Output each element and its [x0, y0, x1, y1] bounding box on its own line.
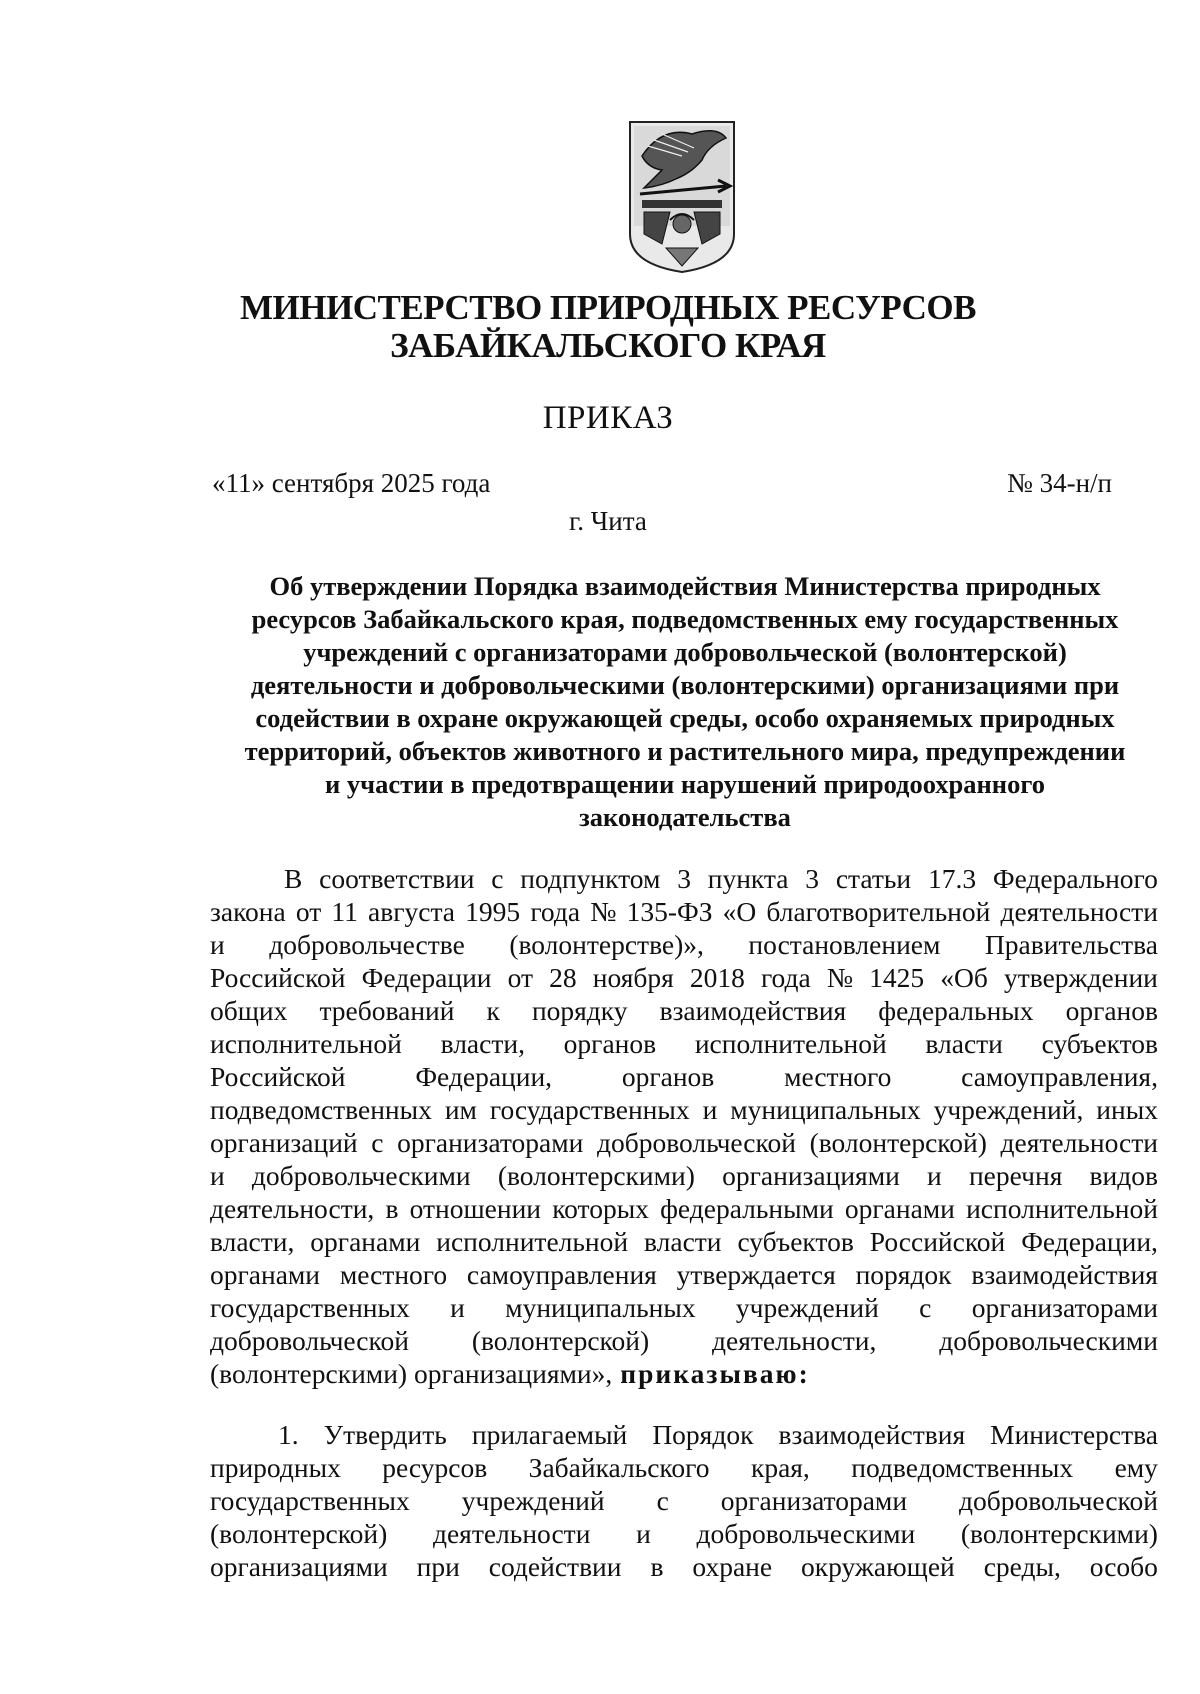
text-line — [210, 994, 1158, 1027]
preamble-last-text: (волонтерскими) организациями», — [210, 1358, 613, 1389]
text-line — [210, 1060, 1158, 1093]
word: власти — [925, 1028, 1003, 1059]
word: «О — [722, 896, 757, 927]
word: организаторами — [397, 1127, 584, 1158]
word: и — [450, 1292, 465, 1323]
word: власти, — [210, 1226, 295, 1257]
text-line — [210, 1093, 1158, 1126]
word: деятельности, — [712, 1325, 877, 1356]
word: им — [444, 1094, 477, 1125]
word: органами — [210, 1259, 321, 1290]
word: Федерального — [992, 863, 1158, 894]
text-line — [210, 928, 1158, 961]
text-line — [210, 1324, 1158, 1357]
word: Утвердить — [323, 1419, 447, 1450]
word: исполнительной — [966, 1193, 1158, 1224]
word: прилагаемый — [471, 1419, 628, 1450]
word: к — [486, 995, 500, 1026]
word: исполнительной — [210, 1028, 402, 1059]
text-line — [210, 961, 1158, 994]
word: исполнительной — [694, 1028, 887, 1059]
word: края, — [750, 1452, 810, 1483]
word: 2018 — [689, 962, 745, 993]
word: (волонтерскими) — [960, 1518, 1158, 1549]
word: учреждений — [735, 1292, 879, 1323]
word: содействии — [488, 1551, 622, 1582]
word: государственных — [489, 1094, 690, 1125]
word: природных — [210, 1452, 341, 1483]
word: с — [919, 1292, 932, 1323]
word: окружающей — [801, 1551, 955, 1582]
word: Федерации, — [1021, 1226, 1158, 1257]
text-line — [210, 1291, 1158, 1324]
word: от — [507, 962, 534, 993]
word: взаимодействия — [971, 1259, 1158, 1290]
word: учреждений, — [933, 1094, 1084, 1125]
word: иных — [1096, 1094, 1158, 1125]
word: Федерации, — [415, 1061, 553, 1092]
word: местного — [784, 1061, 892, 1092]
text-line — [210, 1357, 1158, 1390]
word: 3 — [677, 863, 691, 894]
title-line: деятельности и добровольческими (волонтерскими) организациями при — [250, 670, 1120, 700]
order-word: приказываю: — [620, 1358, 810, 1389]
word: и — [636, 1518, 651, 1549]
word: взаимодействия — [659, 995, 847, 1026]
word: Российской — [210, 1061, 346, 1092]
word: самоуправления — [466, 1259, 657, 1290]
word: субъектов — [1041, 1028, 1158, 1059]
word: организаций — [210, 1127, 358, 1158]
document-type: ПРИКАЗ — [542, 400, 674, 436]
text-line — [210, 1517, 1158, 1550]
word: деятельности — [1000, 896, 1158, 927]
word: при — [416, 1551, 460, 1582]
word: требований — [319, 995, 455, 1026]
word: в — [385, 1193, 399, 1224]
word: Министерства — [990, 1419, 1158, 1450]
word: органов — [563, 1028, 657, 1059]
word: (волонтерстве)», — [509, 929, 704, 960]
document-date: «11» сентября 2025 года — [212, 468, 491, 498]
word: федеральными — [660, 1193, 834, 1224]
word: добровольческими — [939, 1325, 1158, 1356]
word: № — [590, 896, 617, 927]
word: и — [927, 1160, 942, 1191]
word: власти — [644, 1226, 722, 1257]
word: благотворительной — [766, 896, 991, 927]
word: 1995 — [465, 896, 521, 927]
word: пункта — [707, 863, 789, 894]
word: 1. — [278, 1419, 299, 1450]
word: которых — [552, 1193, 649, 1224]
word: учреждений — [461, 1485, 605, 1516]
word: власти, — [440, 1028, 525, 1059]
text-line — [210, 1159, 1158, 1192]
word: деятельности — [1000, 1127, 1158, 1158]
document-city: г. Чита — [569, 506, 647, 536]
word: 135-ФЗ — [626, 896, 713, 927]
word: статьи — [835, 863, 912, 894]
word: № — [826, 962, 854, 993]
text-line — [210, 1418, 1158, 1451]
word: добровольческой — [959, 1485, 1158, 1516]
word: года — [760, 962, 811, 993]
word: в — [650, 1551, 664, 1582]
word: деятельности — [432, 1518, 591, 1549]
text-line — [210, 1484, 1158, 1517]
word: 17.3 — [927, 863, 977, 894]
word: перечня — [968, 1160, 1063, 1191]
document-title — [210, 570, 1160, 834]
word: закона — [210, 896, 286, 927]
word: 1425 — [869, 962, 925, 993]
title-line: Об утверждении Порядка взаимодействия Министерства природных — [269, 571, 1101, 601]
word: (волонтерской) — [471, 1325, 650, 1356]
text-line — [210, 1550, 1158, 1583]
text-line — [210, 1027, 1158, 1060]
word: муниципальных — [730, 1094, 921, 1125]
word: государственных — [210, 1485, 410, 1516]
word: 3 — [805, 863, 820, 894]
word: подпунктом — [520, 863, 661, 894]
word: организациями — [210, 1551, 388, 1582]
word: Российской — [210, 962, 346, 993]
word: подведомственных — [210, 1094, 432, 1125]
coat-of-arms-eagle-icon — [622, 116, 742, 276]
word: ресурсов — [382, 1452, 488, 1483]
word: органов — [621, 1061, 715, 1092]
word: 28 — [549, 962, 577, 993]
word: от — [295, 896, 322, 927]
word: органами — [310, 1226, 421, 1257]
word: соответствии — [319, 863, 475, 894]
word: добровольческими — [696, 1518, 916, 1549]
text-line — [210, 1126, 1158, 1159]
word: и — [210, 929, 225, 960]
word: подведомственных — [851, 1452, 1074, 1483]
word: Правительства — [984, 929, 1158, 960]
title-line: содействии в охране окружающей среды, особо охраняемых природных — [255, 703, 1115, 733]
title-line: территорий, объектов животного и растительного мира, предупреждении — [244, 736, 1126, 766]
title-line: и участии в предотвращении нарушений природоохранного — [325, 769, 1045, 799]
word: Федерации — [361, 962, 492, 993]
preamble-paragraph — [210, 862, 1158, 1390]
word: утверждении — [1004, 962, 1158, 993]
word: муниципальных — [505, 1292, 696, 1323]
text-line — [210, 1225, 1158, 1258]
ministry-name-line-2: ЗАБАЙКАЛЬСКОГО КРАЯ — [390, 326, 826, 365]
word: субъектов — [737, 1226, 854, 1257]
word: видов — [1089, 1160, 1158, 1191]
text-line — [210, 1192, 1158, 1225]
word: Забайкальского — [528, 1452, 710, 1483]
title-line: учреждений с организаторами добровольческой (волонтерской) — [303, 637, 1067, 667]
word: постановлением — [748, 929, 941, 960]
word: добровольческой — [597, 1127, 796, 1158]
word: с — [371, 1127, 384, 1158]
word: органами — [844, 1193, 955, 1224]
word: «Об — [940, 962, 988, 993]
word: организаторами — [971, 1292, 1158, 1323]
order-item-1 — [210, 1418, 1158, 1583]
word: взаимодействия — [778, 1419, 966, 1450]
word: организациями — [722, 1160, 900, 1191]
word: особо — [1089, 1551, 1158, 1582]
word: отношении — [409, 1193, 542, 1224]
word: органов — [1065, 995, 1158, 1026]
word: добровольческими — [251, 1160, 471, 1191]
word: местного — [339, 1259, 448, 1290]
word: порядок — [855, 1259, 952, 1290]
text-line — [210, 1451, 1158, 1484]
word: августа — [368, 896, 456, 927]
word: федеральных — [878, 995, 1034, 1026]
word: ему — [1114, 1452, 1158, 1483]
word: утверждается — [676, 1259, 836, 1290]
word: среды, — [983, 1551, 1061, 1582]
word: 11 — [331, 896, 358, 927]
word: охране — [692, 1551, 773, 1582]
word: добровольческой — [210, 1325, 409, 1356]
word: с — [656, 1485, 669, 1516]
ministry-name-line-1: МИНИСТЕРСТВО ПРИРОДНЫХ РЕСУРСОВ — [240, 288, 976, 327]
word: и — [702, 1094, 718, 1125]
word: В — [284, 863, 303, 894]
text-line — [210, 1258, 1158, 1291]
word: Российской — [869, 1226, 1006, 1257]
text-line — [210, 862, 1158, 895]
word: исполнительной — [436, 1226, 629, 1257]
word: и — [210, 1160, 225, 1191]
word: (волонтерской) — [210, 1518, 388, 1549]
word: года — [530, 896, 581, 927]
word: Порядок — [652, 1419, 754, 1450]
word: деятельности, — [210, 1193, 375, 1224]
word: общих — [210, 995, 288, 1026]
text-line — [210, 895, 1158, 928]
word: порядку — [531, 995, 628, 1026]
word: (волонтерской) — [809, 1127, 987, 1158]
title-line: законодательства — [579, 802, 791, 832]
document-number: № 34-н/п — [1007, 468, 1112, 498]
title-line: ресурсов Забайкальского края, подведомственных ему государственных — [251, 604, 1119, 634]
word: добровольчестве — [269, 929, 465, 960]
word: организаторами — [720, 1485, 908, 1516]
word: государственных — [210, 1292, 410, 1323]
word: самоуправления, — [961, 1061, 1158, 1092]
word: ноября — [592, 962, 674, 993]
word: (волонтерскими) — [497, 1160, 695, 1191]
word: с — [491, 863, 504, 894]
